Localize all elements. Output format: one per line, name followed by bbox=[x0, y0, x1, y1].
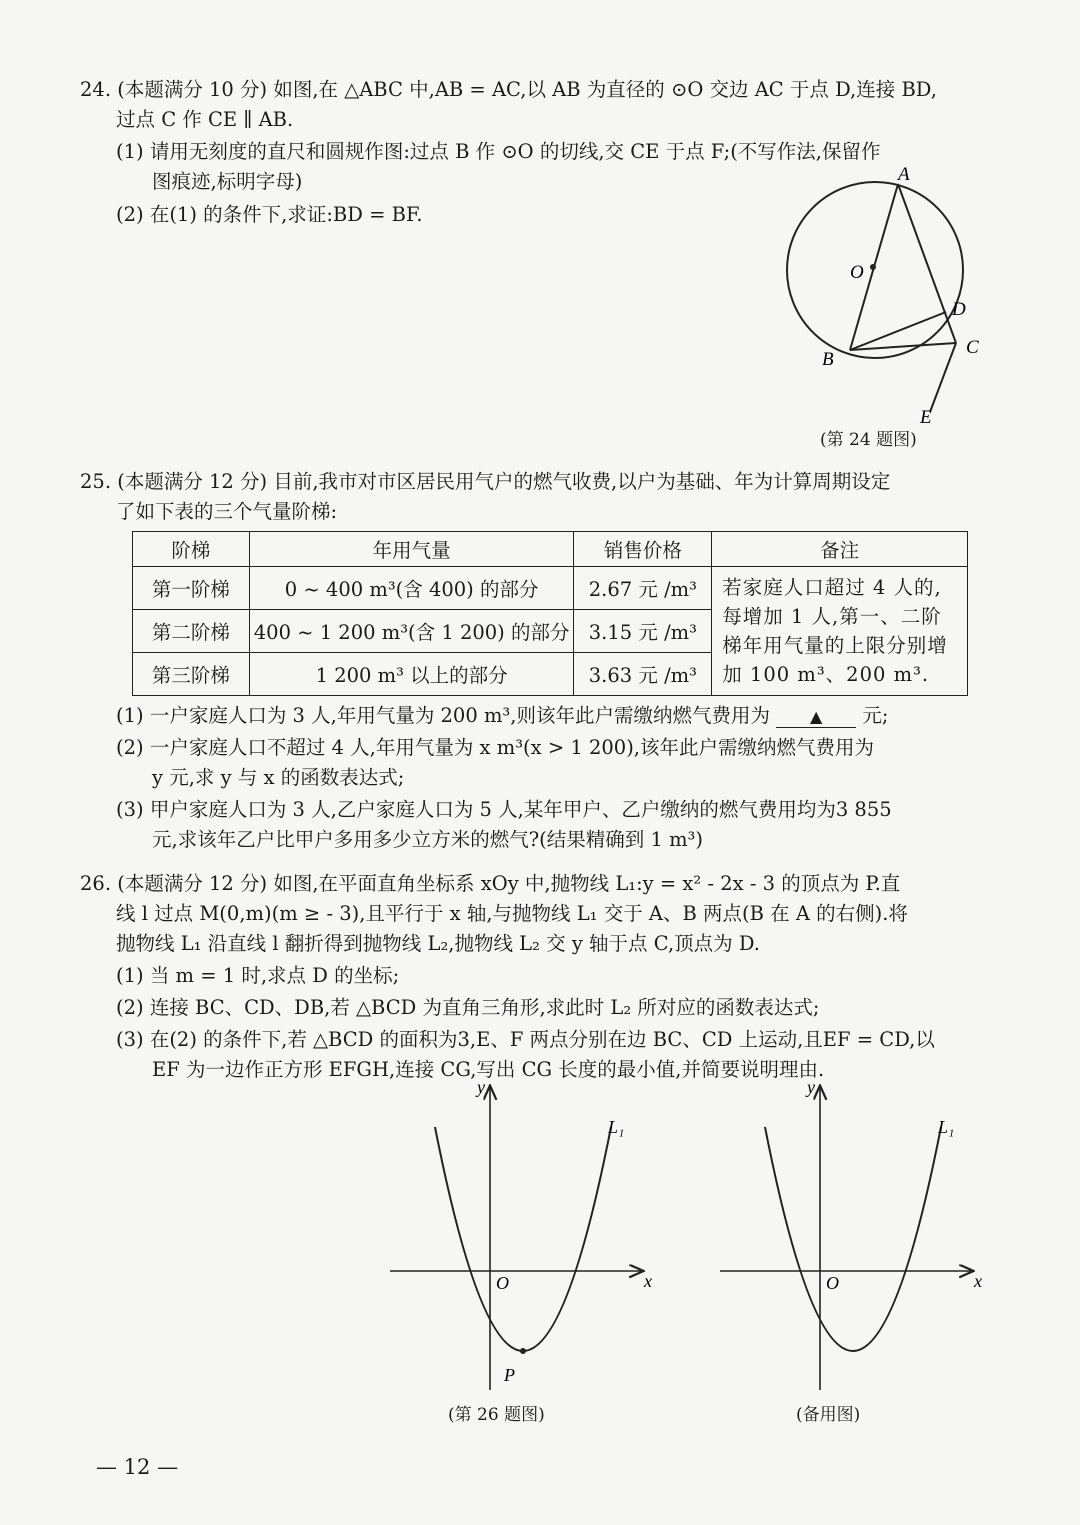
cell-usage: 400 ~ 1 200 m³(含 1 200) 的部分 bbox=[249, 610, 574, 653]
q25-stem-line2: 了如下表的三个气量阶梯: bbox=[116, 500, 338, 523]
q25-part2-line2: y 元,求 y 与 x 的函数表达式; bbox=[152, 766, 405, 789]
q26-figure bbox=[380, 1075, 670, 1395]
q25-part3-line2: 元,求该年乙户比甲户多用多少立方米的燃气?(结果精确到 1 m³) bbox=[152, 828, 703, 851]
circle-o bbox=[787, 182, 963, 358]
q25-part3-line1: (3) 甲户家庭人口为 3 人,乙户家庭人口为 5 人,某年甲户、乙户缴纳的燃气费用均为3 855 bbox=[116, 798, 892, 821]
cell-price: 3.63 元 /m³ bbox=[574, 653, 712, 696]
origin-label: O bbox=[826, 1273, 839, 1293]
label-d: D bbox=[952, 299, 966, 320]
gas-price-table bbox=[132, 531, 968, 696]
q24-part2: (2) 在(1) 的条件下,求证:BD = BF. bbox=[116, 203, 423, 226]
header-annual-usage: 年用气量 bbox=[249, 532, 574, 567]
q25-part2-line1: (2) 一户家庭人口不超过 4 人,年用气量为 x m³(x > 1 200),该年此户需缴纳燃气费用为 bbox=[116, 736, 874, 759]
header-price: 销售价格 bbox=[574, 532, 712, 567]
vertex-label: P bbox=[504, 1365, 515, 1385]
q24-part1-line2: 图痕迹,标明字母) bbox=[152, 170, 303, 193]
header-tier: 阶梯 bbox=[133, 532, 250, 567]
q26-part3-line2: EF 为一边作正方形 EFGH,连接 CG,写出 CG 长度的最小值,并简要说明理由. bbox=[152, 1058, 825, 1081]
q26-stem-line3: 抛物线 L₁ 沿直线 l 翻折得到抛物线 L₂,抛物线 L₂ 交 y 轴于点 C,顶点为 D. bbox=[116, 932, 760, 955]
q24-caption: (第 24 题图) bbox=[820, 430, 917, 450]
cell-usage: 1 200 m³ 以上的部分 bbox=[249, 653, 574, 696]
x-axis-label: x bbox=[644, 1271, 652, 1291]
answer-blank: ▲ bbox=[776, 707, 856, 728]
page-number: — 12 — bbox=[96, 1455, 179, 1479]
q26-part2: (2) 连接 BC、CD、DB,若 △BCD 为直角三角形,求此时 L₂ 所对应的函数表达式; bbox=[116, 996, 820, 1019]
q26-stem-line2: 线 l 过点 M(0,m)(m ≥ - 3),且平行于 x 轴,与抛物线 L₁ 交于 A、B 两点(B 在 A 的右侧).将 bbox=[116, 902, 908, 925]
q26-backup-figure bbox=[710, 1075, 1000, 1395]
q24-stem-line2: 过点 C 作 CE ∥ AB. bbox=[116, 108, 294, 131]
q24-part1-line1: (1) 请用无刻度的直尺和圆规作图:过点 B 作 ⊙O 的切线,交 CE 于点 F;(不写作法,保留作 bbox=[116, 140, 881, 163]
q25-part1 bbox=[116, 702, 888, 730]
line-ce bbox=[930, 343, 956, 412]
q26-fig-caption: (第 26 题图) bbox=[448, 1405, 545, 1425]
center-dot bbox=[870, 264, 876, 270]
x-axis-label: x bbox=[974, 1271, 982, 1291]
label-a: A bbox=[898, 164, 910, 185]
cell-note: 若家庭人口超过 4 人的,每增加 1 人,第一、二阶梯年用气量的上限分别增加 100 m³、200 m³. bbox=[712, 567, 968, 696]
table-header-row bbox=[133, 532, 968, 567]
cell-price: 3.15 元 /m³ bbox=[574, 610, 712, 653]
cell-price: 2.67 元 /m³ bbox=[574, 567, 712, 610]
q26-part3-line1: (3) 在(2) 的条件下,若 △BCD 的面积为3,E、F 两点分别在边 BC、CD 上运动,且EF = CD,以 bbox=[116, 1028, 935, 1051]
y-axis-label: y bbox=[807, 1077, 815, 1097]
q24-stem-line1: 24. (本题满分 10 分) 如图,在 △ABC 中,AB = AC,以 AB 为直径的 ⊙O 交边 AC 于点 D,连接 BD, bbox=[80, 78, 937, 101]
q26-part1: (1) 当 m = 1 时,求点 D 的坐标; bbox=[116, 964, 400, 987]
q26-backup-caption: (备用图) bbox=[796, 1405, 861, 1425]
cell-tier: 第三阶梯 bbox=[133, 653, 250, 696]
origin-label: O bbox=[496, 1273, 509, 1293]
vertex-p-dot bbox=[520, 1348, 526, 1354]
parabola-l1 bbox=[435, 1127, 611, 1351]
q24-figure bbox=[780, 160, 1010, 430]
y-axis-label: y bbox=[477, 1077, 485, 1097]
label-e: E bbox=[920, 407, 932, 428]
q25-stem-line1: 25. (本题满分 12 分) 目前,我市对市区居民用气户的燃气收费,以户为基础、年为计算周期设定 bbox=[80, 470, 891, 493]
q26-stem-line1: 26. (本题满分 12 分) 如图,在平面直角坐标系 xOy 中,抛物线 L₁:y = x² - 2x - 3 的顶点为 P.直 bbox=[80, 872, 901, 895]
label-c: C bbox=[966, 337, 979, 358]
cell-tier: 第二阶梯 bbox=[133, 610, 250, 653]
cell-usage: 0 ~ 400 m³(含 400) 的部分 bbox=[249, 567, 574, 610]
curve-label: L₁ bbox=[938, 1117, 955, 1137]
q25-part1-text: (1) 一户家庭人口为 3 人,年用气量为 200 m³,则该年此户需缴纳燃气费用为 bbox=[116, 704, 770, 727]
label-o: O bbox=[850, 262, 864, 283]
header-note: 备注 bbox=[712, 532, 968, 567]
parabola-l1 bbox=[765, 1127, 941, 1351]
q25-part1-unit: 元; bbox=[862, 704, 889, 727]
curve-label: L₁ bbox=[608, 1117, 625, 1137]
cell-tier: 第一阶梯 bbox=[133, 567, 250, 610]
table-row bbox=[133, 567, 968, 610]
label-b: B bbox=[822, 349, 834, 370]
